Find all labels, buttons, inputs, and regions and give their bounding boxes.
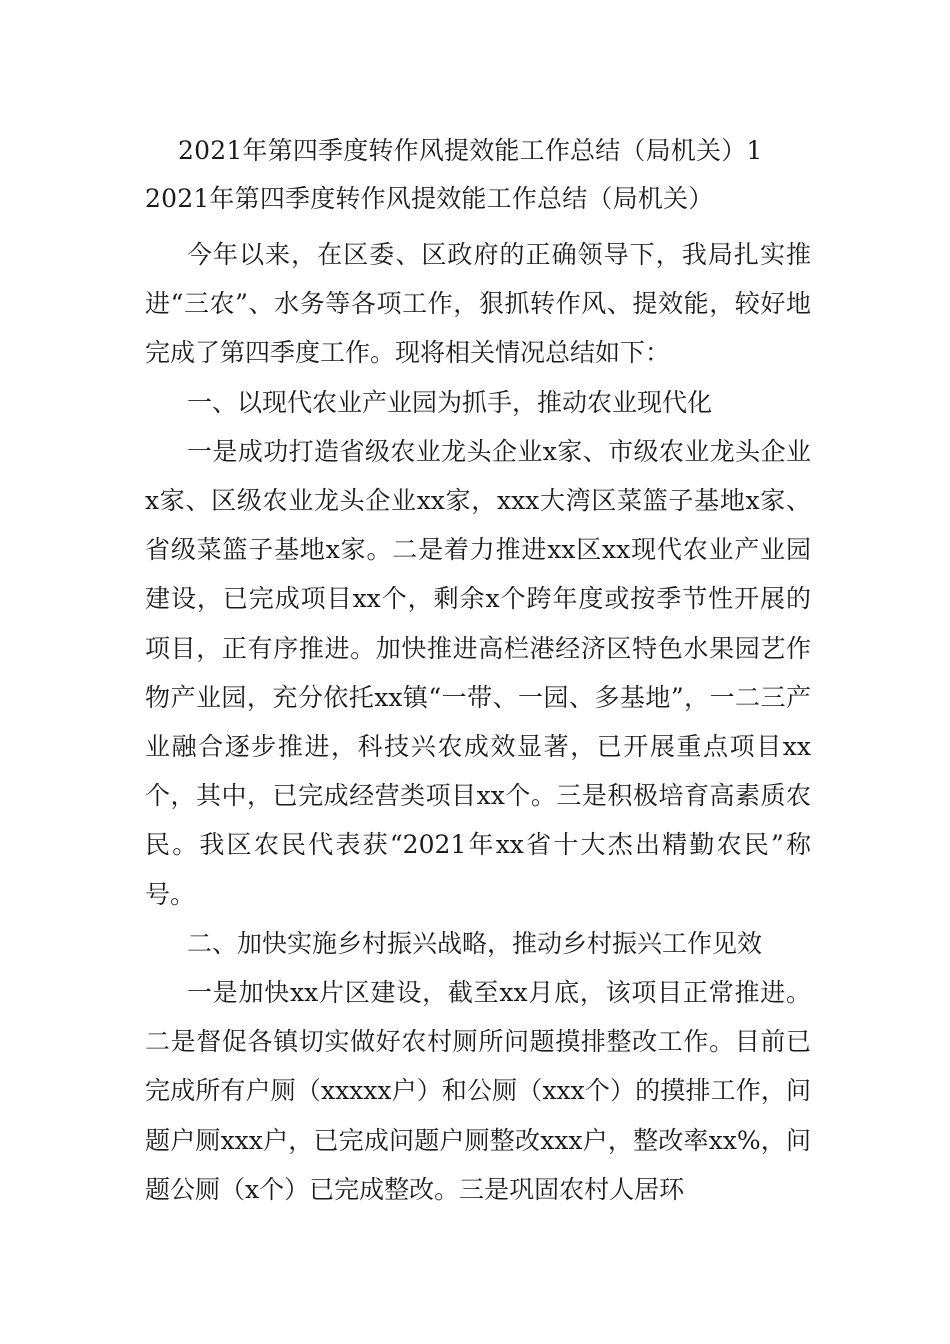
document-title: 2021年第四季度转作风提效能工作总结（局机关）1 [178,136,763,165]
section-heading-1: 一、以现代农业产业园为抓手，推动农业现代化 [187,387,713,417]
document-body [145,230,811,1214]
document-subtitle: 2021年第四季度转作风提效能工作总结（局机关） [145,184,714,213]
section-1-paragraph: 一是成功打造省级农业龙头企业x家、市级农业龙头企业x家、区级农业龙头企业xx家，xxx大湾区菜篮子基地x家、省级菜篮子基地x家。二是着力推进xx区xx现代农业产业园建设，已完成项目xx个，剩余x个跨年度或按季节性开展的项目，正有序推进。加快推进高栏港经济区特色水果园艺作物产业园，充分依托xx镇“一带、一园、多基地”，一二三产业融合逐步推进，科技兴农成效显著，已开展重点项目xx个，其中，已完成经营类项目xx个。三是积极培育高素质农民。我区农民代表获“2021年xx省十大杰出精勤农民”称号。 [145,436,811,909]
section-heading-2: 二、加快实施乡村振兴战略，推动乡村振兴工作见效 [187,928,763,958]
intro-paragraph: 今年以来，在区委、区政府的正确领导下，我局扎实推进“三农”、水务等各项工作，狠抓转作风、提效能，较好地完成了第四季度工作。现将相关情况总结如下： [145,240,811,368]
section-2-paragraph: 一是加快xx片区建设，截至xx月底，该项目正常推进。二是督促各镇切实做好农村厕所问题摸排整改工作。目前已完成所有户厕（xxxxx户）和公厕（xxx个）的摸排工作，问题户厕xxx户，已完成问题户厕整改xxx户，整改率xx%，问题公厕（x个）已完成整改。三是巩固农村人居环 [145,978,811,1204]
